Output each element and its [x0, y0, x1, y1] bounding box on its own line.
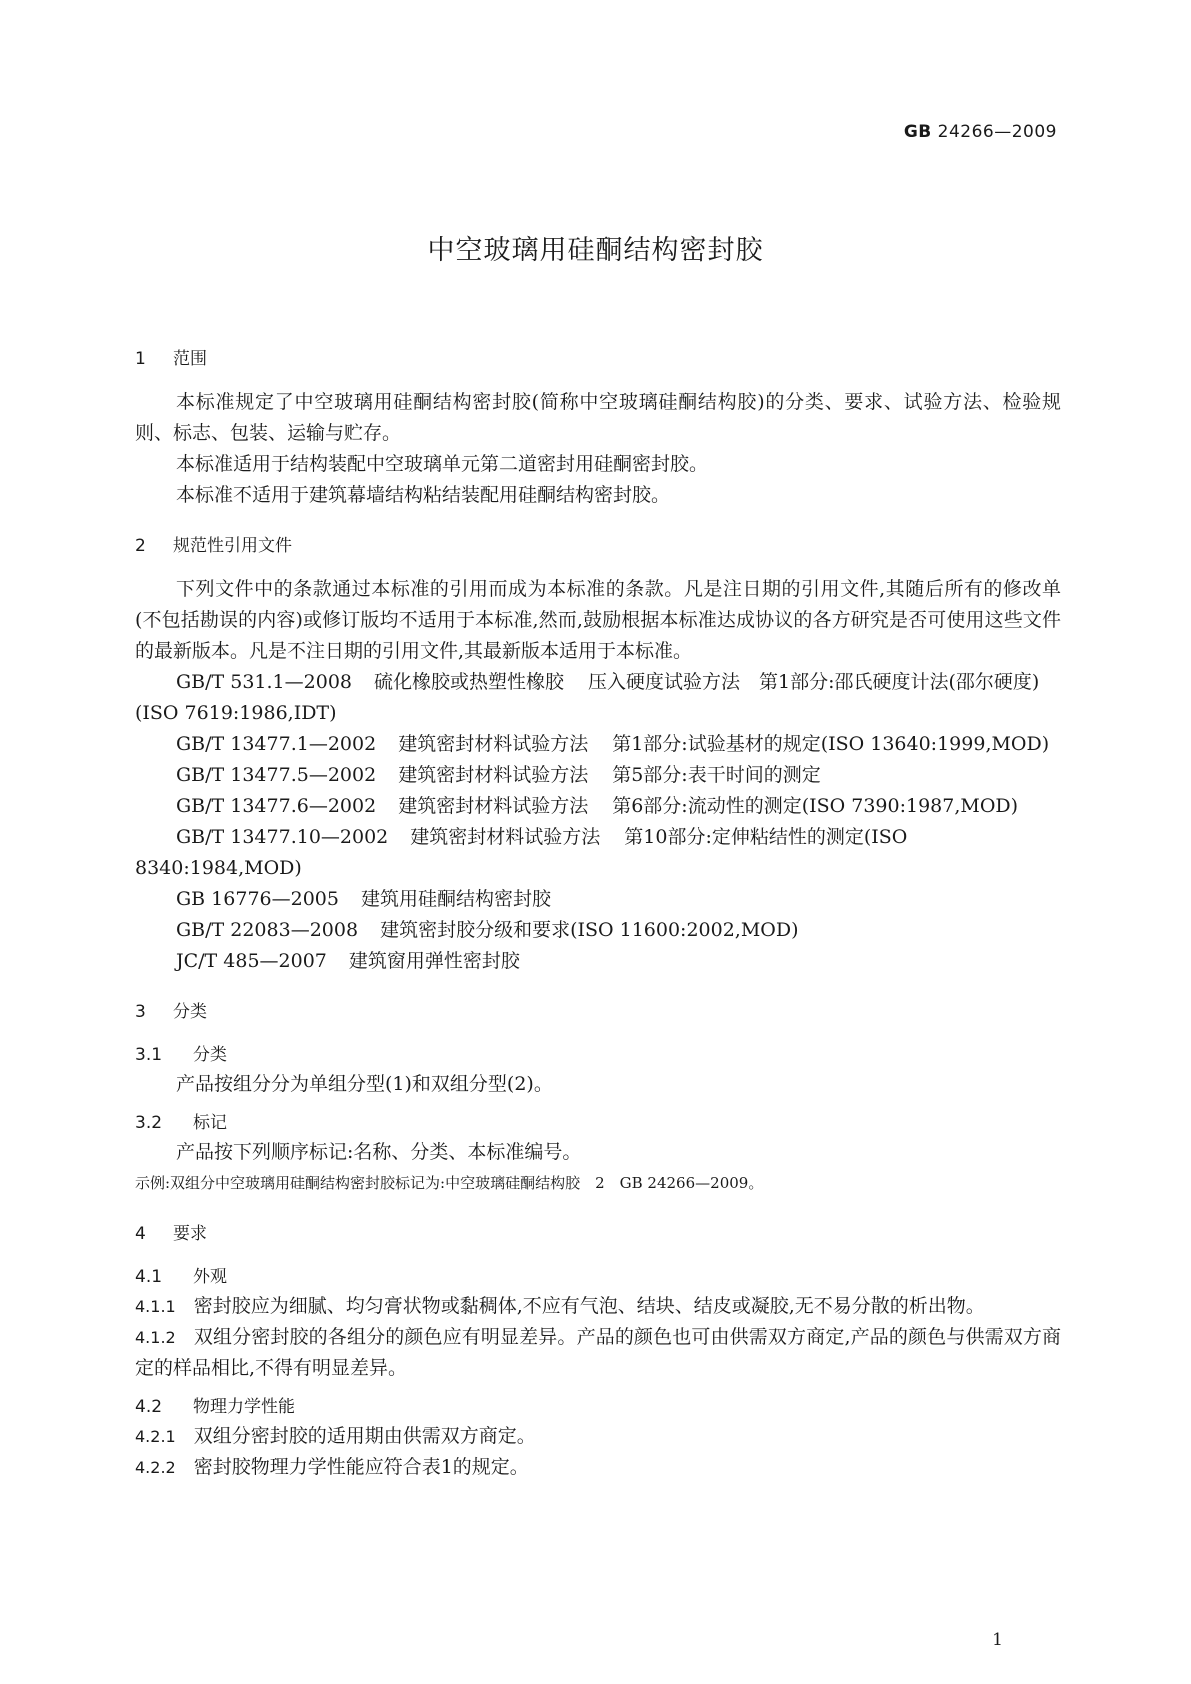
- paragraph: 本标准不适用于建筑幕墙结构粘结装配用硅酮结构密封胶。: [176, 484, 671, 506]
- section-title: 范围: [173, 349, 207, 369]
- reference-part: 第6部分:流动性的测定(ISO 7390:1987,MOD): [612, 795, 1019, 817]
- reference-item: [135, 915, 1061, 946]
- subsection-number: 3.2: [135, 1113, 163, 1133]
- section-heading-2: [135, 531, 1061, 556]
- reference-part: 第10部分:定伸粘结性的测定(ISO 8340:1984,MOD): [135, 826, 908, 879]
- subsection-title: 分类: [193, 1045, 227, 1065]
- clause-number: 4.2.2: [135, 1458, 176, 1477]
- section-number: 4: [135, 1224, 146, 1244]
- example-note: 示例:双组分中空玻璃用硅酮结构密封胶标记为:中空玻璃硅酮结构胶 2 GB 24266—2009。: [135, 1174, 764, 1192]
- standard-code: 24266—2009: [937, 122, 1057, 142]
- subsection-heading-3-2: [135, 1108, 1061, 1133]
- clause-4-2-1: [135, 1421, 1061, 1452]
- clause-4-2-2: [135, 1452, 1061, 1483]
- reference-part: 第1部分:试验基材的规定(ISO 13640:1999,MOD): [612, 733, 1050, 755]
- reference-title: 建筑窗用弹性密封胶: [348, 950, 520, 972]
- reference-title: 建筑密封胶分级和要求(ISO 11600:2002,MOD): [380, 919, 799, 941]
- reference-title: 建筑密封材料试验方法: [398, 764, 589, 786]
- page-number: 1: [992, 1630, 1003, 1650]
- document-body: [135, 322, 1061, 1483]
- clause-number: 4.2.1: [135, 1427, 176, 1446]
- subsection-number: 3.1: [135, 1045, 163, 1065]
- section-number: 1: [135, 349, 146, 369]
- reference-item: [135, 946, 1061, 977]
- reference-item: [135, 667, 1061, 729]
- paragraph: 产品按下列顺序标记:名称、分类、本标准编号。: [176, 1141, 582, 1163]
- reference-code: JC/T 485—2007: [176, 950, 327, 972]
- reference-code: GB/T 22083—2008: [176, 919, 359, 941]
- section-title: 要求: [173, 1224, 207, 1244]
- subsection-number: 4.2: [135, 1397, 163, 1417]
- section-heading-1: [135, 344, 1061, 369]
- reference-item: [135, 760, 1061, 791]
- section-heading-4: [135, 1219, 1061, 1244]
- subsection-title: 外观: [193, 1267, 227, 1287]
- reference-title: 建筑用硅酮结构密封胶: [360, 888, 551, 910]
- reference-item: [135, 729, 1061, 760]
- standard-number: [904, 122, 1057, 142]
- paragraph: 本标准适用于结构装配中空玻璃单元第二道密封用硅酮密封胶。: [176, 453, 709, 475]
- section-title: 分类: [173, 1002, 207, 1022]
- reference-code: GB/T 13477.1—2002: [176, 733, 377, 755]
- subsection-number: 4.1: [135, 1267, 163, 1287]
- reference-title: 硫化橡胶或热塑性橡胶: [374, 671, 565, 693]
- subsection-title: 物理力学性能: [193, 1397, 295, 1417]
- reference-code: GB/T 13477.5—2002: [176, 764, 377, 786]
- clause-text: 密封胶物理力学性能应符合表1的规定。: [193, 1456, 529, 1478]
- subsection-heading-3-1: [135, 1040, 1061, 1065]
- clause-number: 4.1.1: [135, 1297, 176, 1316]
- reference-item: [135, 791, 1061, 822]
- clause-text: 双组分密封胶的各组分的颜色应有明显差异。产品的颜色也可由供需双方商定,产品的颜色与供需双方商定的样品相比,不得有明显差异。: [135, 1326, 1061, 1379]
- reference-part: 第5部分:表干时间的测定: [612, 764, 821, 786]
- paragraph: 下列文件中的条款通过本标准的引用而成为本标准的条款。凡是注日期的引用文件,其随后所有的修改单(不包括勘误的内容)或修订版均不适用于本标准,然而,鼓励根据本标准达成协议的各方研究是否可使用这些文件的最新版本。凡是不注日期的引用文件,其最新版本适用于本标准。: [135, 578, 1061, 662]
- reference-title: 建筑密封材料试验方法: [398, 795, 589, 817]
- section-title: 规范性引用文件: [173, 536, 292, 556]
- reference-code: GB/T 531.1—2008: [176, 671, 353, 693]
- clause-number: 4.1.2: [135, 1328, 176, 1347]
- subsection-title: 标记: [193, 1113, 227, 1133]
- reference-part: 压入硬度试验方法 第1部分:邵氏硬度计法(邵尔硬度)(ISO 7619:1986,IDT): [135, 671, 1040, 724]
- section-number: 3: [135, 1002, 146, 1022]
- subsection-heading-4-1: [135, 1262, 1061, 1287]
- reference-code: GB 16776—2005: [176, 888, 339, 910]
- standard-prefix: GB: [903, 122, 932, 142]
- reference-item: [135, 884, 1061, 915]
- paragraph: 本标准规定了中空玻璃用硅酮结构密封胶(简称中空玻璃硅酮结构胶)的分类、要求、试验方法、检验规则、标志、包装、运输与贮存。: [135, 391, 1061, 444]
- document-title: 中空玻璃用硅酮结构密封胶: [427, 235, 764, 266]
- clause-4-1-1: [135, 1291, 1061, 1322]
- clause-text: 双组分密封胶的适用期由供需双方商定。: [193, 1425, 536, 1447]
- clause-text: 密封胶应为细腻、均匀膏状物或黏稠体,不应有气泡、结块、结皮或凝胶,无不易分散的析出物。: [193, 1295, 985, 1317]
- reference-title: 建筑密封材料试验方法: [398, 733, 589, 755]
- reference-code: GB/T 13477.6—2002: [176, 795, 377, 817]
- clause-4-1-2: [135, 1322, 1061, 1384]
- section-heading-3: [135, 997, 1061, 1022]
- subsection-heading-4-2: [135, 1392, 1061, 1417]
- paragraph: 产品按组分分为单组分型(1)和双组分型(2)。: [176, 1073, 553, 1095]
- reference-title: 建筑密封材料试验方法: [410, 826, 601, 848]
- reference-code: GB/T 13477.10—2002: [176, 826, 389, 848]
- reference-item: [135, 822, 1061, 884]
- section-number: 2: [135, 536, 146, 556]
